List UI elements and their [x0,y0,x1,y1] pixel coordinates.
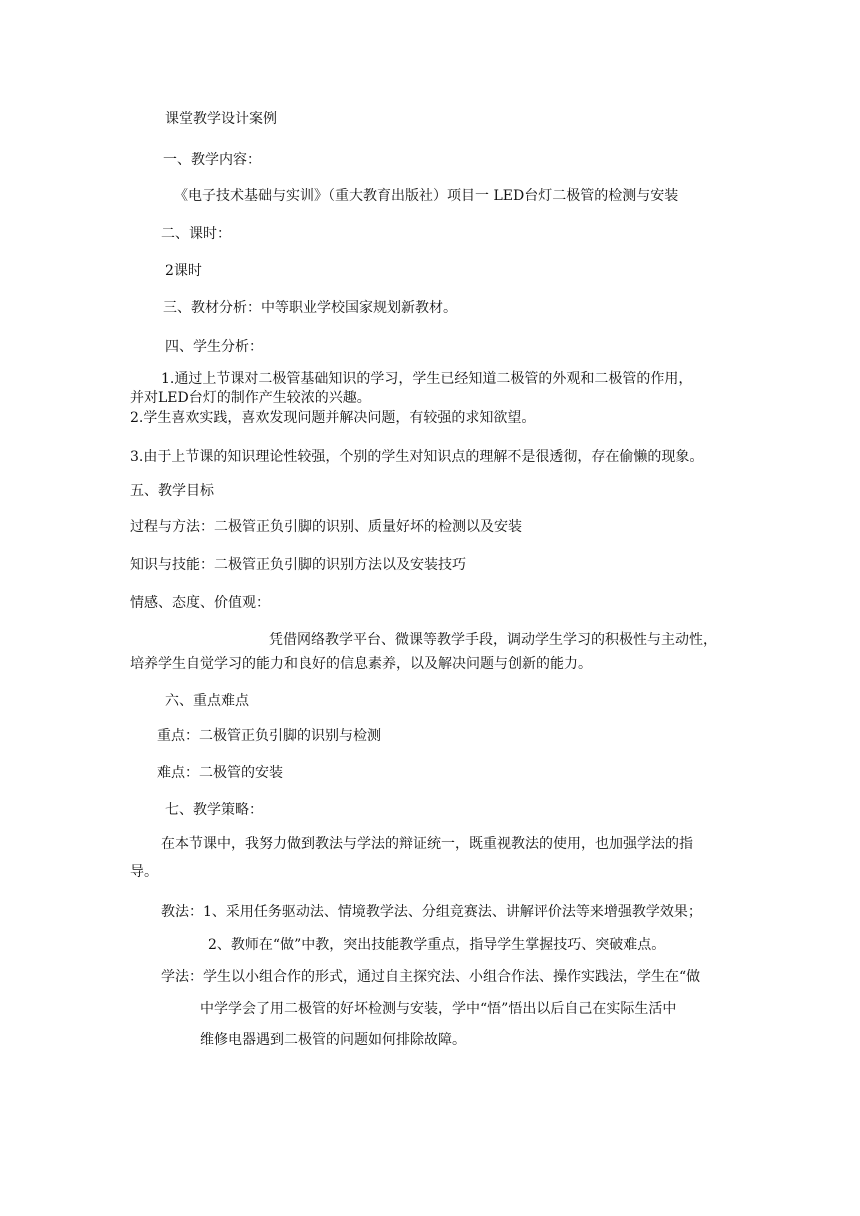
section-6-heading: 六、重点难点 [165,693,249,709]
section-7-p1-line1: 在本节课中，我努力做到教法与学法的辩证统一，既重视教法的使用，也加强学法的指 [161,836,693,852]
section-4-heading: 四、学生分析： [165,339,263,355]
doc-title: 课堂教学设计案例 [165,111,277,127]
section-4-p1-line1: 1.通过上节课对二极管基础知识的学习，学生已经知道二极管的外观和二极管的作用， [161,371,693,387]
section-5-emotion-line2: 培养学生自觉学习的能力和良好的信息素养，以及解决问题与创新的能力。 [130,656,592,672]
section-2-heading: 二、课时： [161,226,231,242]
section-3-line: 三、教材分析：中等职业学校国家规划新教材。 [163,300,457,316]
section-2-text: 2课时 [165,263,202,279]
section-4-p2: 2.学生喜欢实践，喜欢发现问题并解决问题，有较强的求知欲望。 [130,410,536,426]
section-5-process: 过程与方法：二极管正负引脚的识别、质量好坏的检测以及安装 [130,519,522,535]
section-7-learn-line1: 学法：学生以小组合作的形式，通过自主探究法、小组合作法、操作实践法，学生在“做 [161,969,701,985]
section-4-p1-line2: 并对LED台灯的制作产生较浓的兴趣。 [130,390,371,406]
section-7-learn-line2: 中学学会了用二极管的好坏检测与安装，学中“悟”悟出以后自己在实际生活中 [200,1001,677,1017]
section-5-knowledge: 知识与技能：二极管正负引脚的识别方法以及安装技巧 [130,557,466,573]
section-7-p1-line2: 导。 [130,864,158,880]
section-7-teach-line2: 2、教师在“做”中教，突出技能教学重点，指导学生掌握技巧、突破难点。 [208,937,666,953]
section-5-emotion-line1: 凭借网络教学平台、微课等教学手段，调动学生学习的积极性与主动性， [269,632,717,648]
section-4-p3: 3.由于上节课的知识理论性较强，个别的学生对知识点的理解不是很透彻，存在偷懒的现象。 [130,449,704,465]
section-6-key: 重点：二极管正负引脚的识别与检测 [157,728,381,744]
section-7-teach-line1: 教法：1、采用任务驱动法、情境教学法、分组竞赛法、讲解评价法等来增强教学效果； [161,904,702,920]
section-6-difficult: 难点：二极管的安装 [157,765,283,781]
section-1-heading: 一、教学内容： [163,152,261,168]
section-7-learn-line3: 维修电器遇到二极管的问题如何排除故障。 [200,1032,466,1048]
section-5-emotion: 情感、态度、价值观： [130,595,270,611]
section-5-heading: 五、教学目标 [130,483,214,499]
section-1-text: 《电子技术基础与实训》（重大教育出版社）项目一 LED台灯二极管的检测与安装 [174,188,679,204]
section-7-heading: 七、教学策略： [165,802,263,818]
